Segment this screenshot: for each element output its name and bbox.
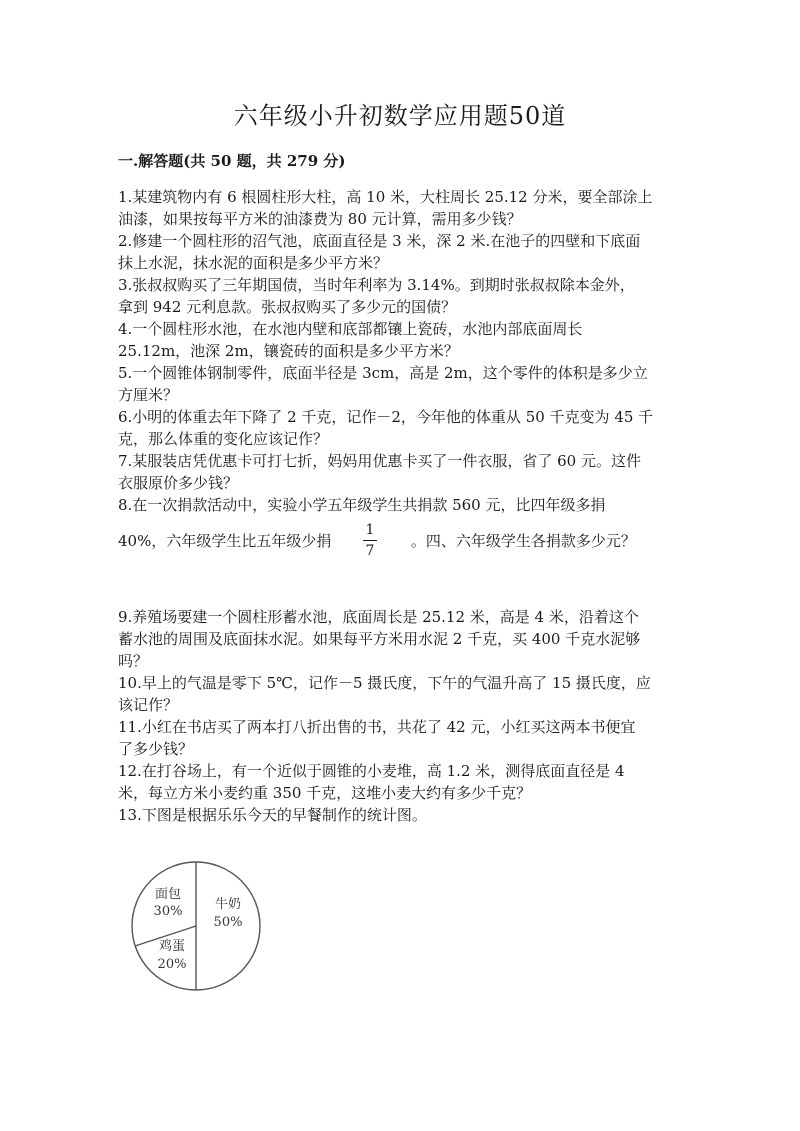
slice-label-milk: 50% <box>213 915 243 930</box>
fraction-one-seventh <box>360 522 380 559</box>
slice-label-egg: 20% <box>157 957 187 972</box>
question-7 <box>118 450 686 494</box>
question-line: 11.小红在书店买了两本打八折出售的书，共花了 42 元，小红买这两本书便宜 <box>118 718 636 736</box>
question-line: 12.在打谷场上，有一个近似于圆锥的小麦堆，高 1.2 米，测得底面直径是 4 <box>118 762 625 780</box>
question-line: 25.12m，池深 2m，镶瓷砖的面积是多少平方米？ <box>118 342 459 360</box>
question-9 <box>118 606 686 672</box>
question-line: 蓄水池的周围及底面抹水泥。如果每平方米用水泥 2 千克，买 400 千克水泥够 <box>118 630 641 648</box>
question-line: 10.早上的气温是零下 5℃，记作－5 摄氏度，下午的气温升高了 15 摄氏度，应 <box>118 674 651 692</box>
question-line: 吗？ <box>118 652 149 670</box>
slice-name-egg: 鸡蛋 <box>158 939 186 954</box>
question-line: 13.下图是根据乐乐今天的早餐制作的统计图。 <box>118 806 427 824</box>
question-line: 克，那么体重的变化应该记作？ <box>118 430 329 448</box>
question-line: 4.一个圆柱形水池，在水池内壁和底部都镶上瓷砖，水池内部底面周长 <box>118 320 583 338</box>
slice-label-bread: 30% <box>153 904 183 919</box>
question-12 <box>118 760 686 804</box>
question-line: 3.张叔叔购买了三年期国债，当时年利率为 3.14%。到期时张叔叔除本金外， <box>118 276 635 294</box>
question-line: 抹上水泥，抹水泥的面积是多少平方米？ <box>118 254 389 272</box>
question-6 <box>118 406 686 450</box>
question-line: 衣服原价多少钱？ <box>118 474 239 492</box>
question-line: 2.修建一个圆柱形的沼气池，底面直径是 3 米，深 2 米.在池子的四壁和下底面 <box>118 232 641 250</box>
question-10 <box>118 672 686 716</box>
fraction-numerator: 1 <box>365 522 375 538</box>
question-line: 拿到 942 元利息款。张叔叔购买了多少元的国债？ <box>118 298 457 316</box>
page-title: 六年级小升初数学应用题50道 <box>233 102 567 130</box>
question-line: 7.某服装店凭优惠卡可打七折，妈妈用优惠卡买了一件衣服，省了 60 元。这件 <box>118 452 641 470</box>
question-line: 6.小明的体重去年下降了 2 千克，记作－2，今年他的体重从 50 千克变为 45 千 <box>118 408 654 426</box>
question-5 <box>118 362 686 406</box>
section-header: 一.解答题(共 50 题，共 279 分) <box>118 152 346 170</box>
question-2 <box>118 230 686 274</box>
question-11 <box>118 716 686 760</box>
question-line: 了多少钱？ <box>118 740 194 758</box>
slice-name-milk: 牛奶 <box>214 897 242 912</box>
slice-name-bread: 面包 <box>154 887 182 902</box>
breakfast-pie-chart <box>128 858 264 994</box>
question-line: 9.养殖场要建一个圆柱形蓄水池，底面周长是 25.12 米，高是 4 米，沿着这个 <box>118 608 639 626</box>
question-8 <box>118 494 686 516</box>
question-line: 8.在一次捐款活动中，实验小学五年级学生共捐款 560 元，比四年级多捐 <box>118 496 606 514</box>
fraction-denominator: 7 <box>365 543 375 559</box>
question-13 <box>118 804 686 826</box>
question-line: 5.一个圆锥体钢制零件，底面半径是 3cm，高是 2m，这个零件的体积是多少立 <box>118 364 648 382</box>
question-8-continuation <box>118 530 686 552</box>
fraction-bar <box>363 540 377 541</box>
q8-text-before: 40%，六年级学生比五年级少捐 <box>118 532 332 550</box>
q8-text-after: 。四、六年级学生各捐款多少元？ <box>410 532 636 550</box>
question-3 <box>118 274 686 318</box>
question-line: 方厘米？ <box>118 386 179 404</box>
question-line: 油漆，如果按每平方米的油漆费为 80 元计算，需用多少钱？ <box>118 210 522 228</box>
question-line: 该记作？ <box>118 696 179 714</box>
question-1 <box>118 186 686 230</box>
question-4 <box>118 318 686 362</box>
question-line: 1.某建筑物内有 6 根圆柱形大柱，高 10 米，大柱周长 25.12 分米，要全部涂上 <box>118 188 653 206</box>
question-line: 米，每立方米小麦约重 350 千克，这堆小麦大约有多少千克？ <box>118 784 532 802</box>
